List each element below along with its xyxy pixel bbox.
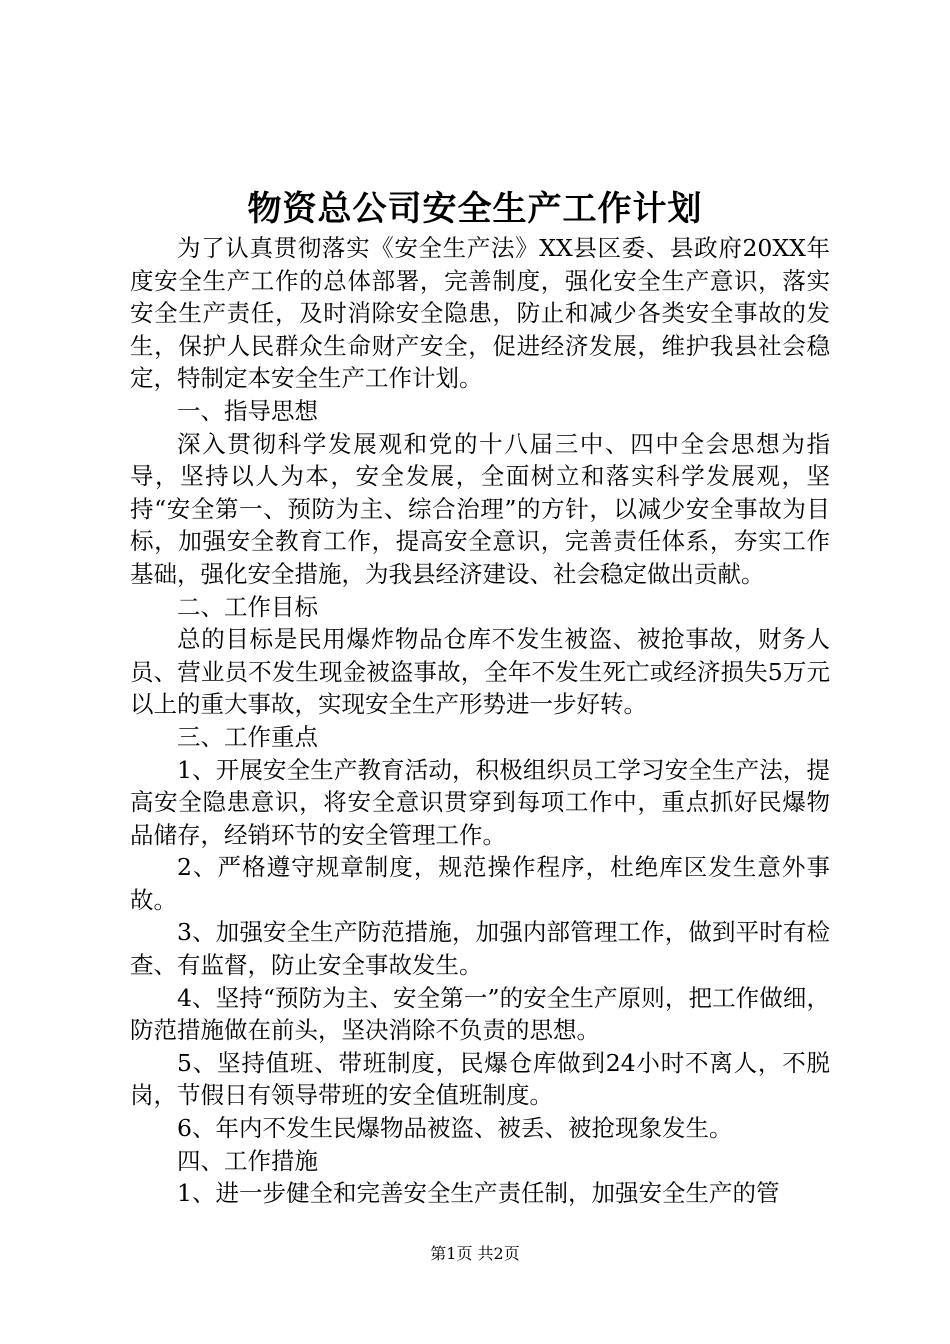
intro-paragraph: 为了认真贯彻落实《安全生产法》XX县区委、县政府20XX年度安全生产工作的总体部署，完善制度，强化安全生产意识，落实安全生产责任，及时消除安全隐患，防止和减少各类安全事故的发生，保护人民群众生命财产安全，促进经济发展，维护我县社会稳定，特制定本安全生产工作计划。 — [130, 234, 830, 393]
document-title: 物资总公司安全生产工作计划 — [247, 189, 703, 229]
guiding-ideology-paragraph: 深入贯彻科学发展观和党的十八届三中、四中全会思想为指导，坚持以人为本，安全发展，全面树立和落实科学发展观，坚持“安全第一、预防为主、综合治理”的方针，以减少安全事故为目标，加强安全教育工作，提高安全意识，完善责任体系，夯实工作基础，强化安全措施，为我县经济建设、社会稳定做出贡献。 — [130, 429, 830, 588]
section-heading-guiding-ideology: 一、指导思想 — [177, 396, 318, 425]
work-measures-item-1: 1、进一步健全和完善安全生产责任制，加强安全生产的管 — [177, 1179, 780, 1208]
section-heading-work-measures: 四、工作措施 — [177, 1146, 318, 1175]
page-number-footer: 第1页 共2页 — [430, 1244, 520, 1263]
work-focus-item-6: 6、年内不发生民爆物品被盗、被丢、被抢现象发生。 — [177, 1114, 733, 1143]
section-heading-work-focus: 三、工作重点 — [177, 722, 318, 751]
work-focus-item-4: 4、坚持“预防为主、安全第一”的安全生产原则，把工作做细，防范措施做在前头，坚决消除不负责的思想。 — [130, 983, 830, 1045]
document-body — [130, 232, 830, 1210]
section-heading-work-goals: 二、工作目标 — [177, 592, 318, 621]
work-focus-item-3: 3、加强安全生产防范措施，加强内部管理工作，做到平时有检查、有监督，防止安全事故发生。 — [130, 918, 830, 980]
work-focus-item-2: 2、严格遵守规章制度，规范操作程序，杜绝库区发生意外事故。 — [130, 853, 830, 914]
work-goals-paragraph: 总的目标是民用爆炸物品仓库不发生被盗、被抢事故，财务人员、营业员不发生现金被盗事故，全年不发生死亡或经济损失5万元以上的重大事故，实现安全生产形势进一步好转。 — [130, 625, 830, 719]
work-focus-item-5: 5、坚持值班、带班制度，民爆仓库做到24小时不离人，不脱岗，节假日有领导带班的安全值班制度。 — [130, 1048, 830, 1110]
work-focus-item-1: 1、开展安全生产教育活动，积极组织员工学习安全生产法，提高安全隐患意识，将安全意识贯穿到每项工作中，重点抓好民爆物品储存，经销环节的安全管理工作。 — [130, 755, 830, 849]
